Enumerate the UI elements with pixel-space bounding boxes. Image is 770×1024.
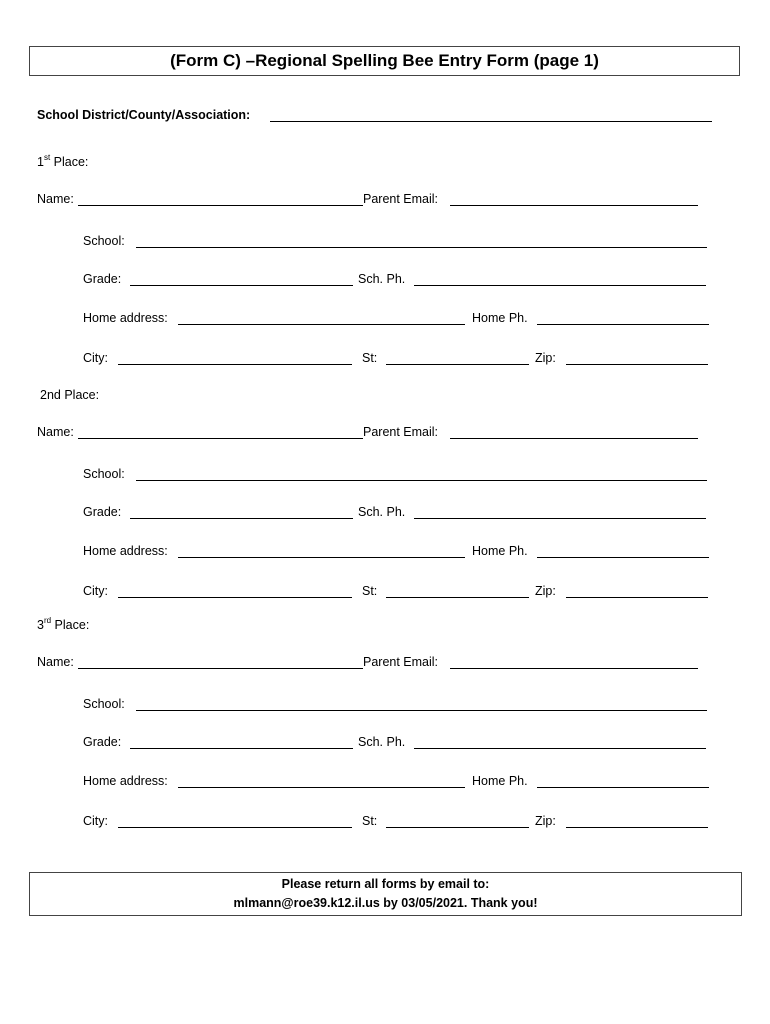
place-1-sch-ph-label: Sch. Ph. bbox=[358, 272, 406, 286]
place-1-school-field[interactable] bbox=[136, 247, 707, 248]
district-field[interactable] bbox=[270, 121, 712, 122]
place-2-home-address-label: Home address: bbox=[83, 544, 168, 558]
place-2-grade-label: Grade: bbox=[83, 505, 122, 519]
district-label: School District/County/Association: bbox=[37, 108, 251, 122]
return-line-2: mlmann@roe39.k12.il.us by 03/05/2021. Thank you! bbox=[233, 896, 538, 910]
place-3-heading bbox=[37, 617, 89, 633]
place-3-st-label: St: bbox=[362, 814, 378, 828]
place-2-parent-email-label: Parent Email: bbox=[363, 425, 439, 439]
place-3-sch-ph-label: Sch. Ph. bbox=[358, 735, 406, 749]
place-3-name-label: Name: bbox=[37, 655, 74, 669]
place-3-school-label: School: bbox=[83, 697, 125, 711]
return-line-1: Please return all forms by email to: bbox=[281, 877, 490, 891]
place-2-sch-ph-label: Sch. Ph. bbox=[358, 505, 406, 519]
place-number: 3 bbox=[37, 618, 44, 632]
place-number: 2nd Place: bbox=[40, 388, 100, 402]
place-2-school-label: School: bbox=[83, 467, 125, 481]
place-1-parent-email-label: Parent Email: bbox=[363, 192, 439, 206]
place-1-grade-field[interactable] bbox=[130, 285, 353, 286]
place-2-zip-field[interactable] bbox=[566, 597, 708, 598]
place-2-grade-field[interactable] bbox=[130, 518, 353, 519]
place-1-zip-label: Zip: bbox=[535, 351, 556, 365]
place-1-home-address-field[interactable] bbox=[178, 324, 465, 325]
place-1-home-ph-label: Home Ph. bbox=[472, 311, 528, 325]
place-3-grade-field[interactable] bbox=[130, 748, 353, 749]
place-2-home-ph-field[interactable] bbox=[537, 557, 709, 558]
place-3-home-ph-label: Home Ph. bbox=[472, 774, 528, 788]
place-3-name-field[interactable] bbox=[78, 668, 363, 669]
place-1-sch-ph-field[interactable] bbox=[414, 285, 706, 286]
place-2-zip-label: Zip: bbox=[535, 584, 556, 598]
place-3-parent-email-label: Parent Email: bbox=[363, 655, 439, 669]
place-3-sch-ph-field[interactable] bbox=[414, 748, 706, 749]
place-2-st-field[interactable] bbox=[386, 597, 529, 598]
place-1-name-label: Name: bbox=[37, 192, 74, 206]
place-1-grade-label: Grade: bbox=[83, 272, 122, 286]
place-1-st-label: St: bbox=[362, 351, 378, 365]
place-2-home-address-field[interactable] bbox=[178, 557, 465, 558]
form-title: (Form C) –Regional Spelling Bee Entry Form (page 1) bbox=[29, 46, 740, 76]
place-2-parent-email-field[interactable] bbox=[450, 438, 698, 439]
place-3-home-address-field[interactable] bbox=[178, 787, 465, 788]
place-1-home-address-label: Home address: bbox=[83, 311, 168, 325]
place-1-school-label: School: bbox=[83, 234, 125, 248]
place-label: Place: bbox=[50, 155, 89, 169]
place-3-home-address-label: Home address: bbox=[83, 774, 168, 788]
place-3-city-label: City: bbox=[83, 814, 108, 828]
place-3-school-field[interactable] bbox=[136, 710, 707, 711]
place-ordinal-suffix: rd bbox=[43, 615, 52, 625]
place-2-home-ph-label: Home Ph. bbox=[472, 544, 528, 558]
place-3-st-field[interactable] bbox=[386, 827, 529, 828]
place-1-home-ph-field[interactable] bbox=[537, 324, 709, 325]
place-2-name-label: Name: bbox=[37, 425, 74, 439]
place-2-heading bbox=[40, 387, 99, 403]
place-2-city-field[interactable] bbox=[118, 597, 352, 598]
place-2-school-field[interactable] bbox=[136, 480, 707, 481]
place-1-heading bbox=[37, 154, 88, 170]
place-1-name-field[interactable] bbox=[78, 205, 363, 206]
place-3-grade-label: Grade: bbox=[83, 735, 122, 749]
place-2-city-label: City: bbox=[83, 584, 108, 598]
place-3-parent-email-field[interactable] bbox=[450, 668, 698, 669]
place-1-st-field[interactable] bbox=[386, 364, 529, 365]
place-1-zip-field[interactable] bbox=[566, 364, 708, 365]
place-1-parent-email-field[interactable] bbox=[450, 205, 698, 206]
place-2-st-label: St: bbox=[362, 584, 378, 598]
place-2-sch-ph-field[interactable] bbox=[414, 518, 706, 519]
return-instructions bbox=[29, 872, 742, 916]
place-number: 1 bbox=[37, 155, 44, 169]
place-3-city-field[interactable] bbox=[118, 827, 352, 828]
place-label: Place: bbox=[51, 618, 90, 632]
place-1-city-field[interactable] bbox=[118, 364, 352, 365]
place-3-home-ph-field[interactable] bbox=[537, 787, 709, 788]
place-1-city-label: City: bbox=[83, 351, 108, 365]
place-3-zip-label: Zip: bbox=[535, 814, 556, 828]
place-2-name-field[interactable] bbox=[78, 438, 363, 439]
place-ordinal-suffix: st bbox=[43, 152, 51, 162]
place-3-zip-field[interactable] bbox=[566, 827, 708, 828]
